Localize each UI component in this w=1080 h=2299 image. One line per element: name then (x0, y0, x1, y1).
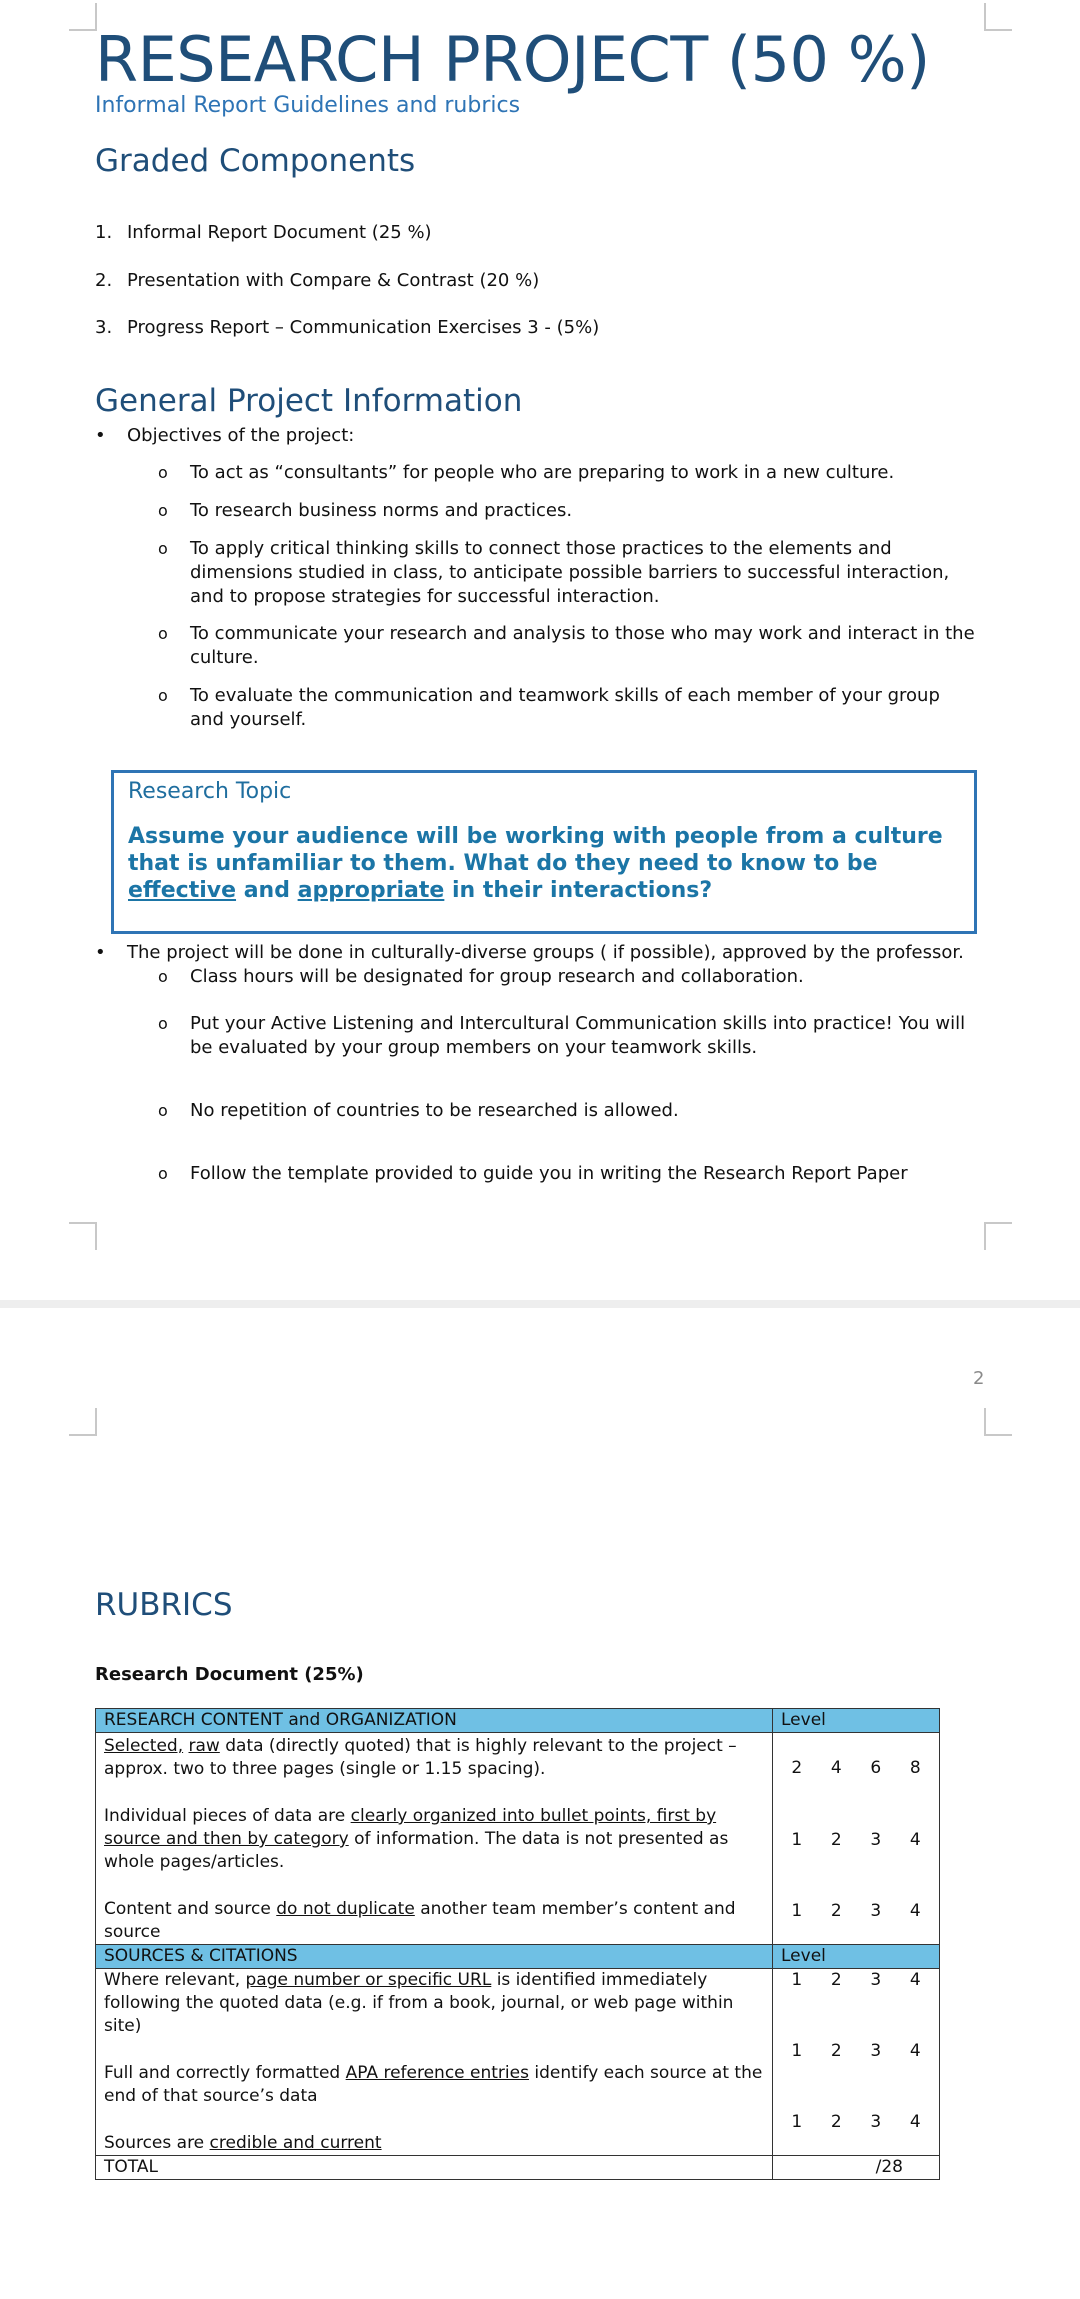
crop-mark (984, 1408, 1012, 1436)
objectives-bullet: • Objectives of the project: (95, 423, 354, 449)
level-scores: 1 2 3 4 (791, 2112, 921, 2132)
table-section-header: RESEARCH CONTENT and ORGANIZATION Level (96, 1709, 940, 1733)
level-scores: 1 2 3 4 (791, 1970, 921, 1990)
level-scores: 1 2 3 4 (791, 1830, 921, 1850)
objective-item: o To apply critical thinking skills to connect those practices to the elements and dimensions studied in class, to anticipate possible barriers to successful interaction, and to propose strategies for successful interaction. (158, 538, 950, 607)
rubrics-heading: RUBRICS (95, 1587, 233, 1623)
document-page-2 (0, 1308, 1080, 2299)
level-scores: 2 4 6 8 (791, 1758, 921, 1778)
bullet-icon: • (95, 942, 106, 963)
rubric-table (95, 1708, 940, 2180)
crop-mark (69, 3, 97, 31)
level-scores: 1 2 3 4 (791, 1901, 921, 1921)
page-break (0, 1300, 1080, 1308)
circle-bullet-icon: o (158, 624, 168, 643)
graded-components-heading: Graded Components (95, 143, 416, 179)
total-row (96, 2156, 940, 2180)
graded-item: 1. Informal Report Document (25 %) (95, 222, 432, 243)
objective-item: o To act as “consultants” for people who are preparing to work in a new culture. (158, 462, 895, 483)
table-row: Where relevant, page number or specific URL is identified immediately following the quoted data (e.g. if from a book, journal, or web page within site) Full and correctly formatted APA reference entries identify each source at the end of that source’s data Sources are credible and current 1 2 3 4 1 2 3 4 1 2 3 4 (96, 1969, 940, 2156)
crop-mark (984, 1222, 1012, 1250)
group-item: o Follow the template provided to guide you in writing the Research Report Paper (158, 1163, 908, 1184)
crop-mark (69, 1408, 97, 1436)
crop-mark (984, 3, 1012, 31)
objective-item: o To evaluate the communication and teamwork skills of each member of your group and yourself. (158, 685, 940, 730)
total-label: TOTAL (96, 2156, 773, 2180)
circle-bullet-icon: o (158, 967, 168, 986)
circle-bullet-icon: o (158, 686, 168, 705)
graded-item: 2. Presentation with Compare & Contrast (20 %) (95, 270, 540, 291)
bullet-icon: • (95, 425, 106, 446)
research-topic-title: Research Topic (128, 779, 292, 804)
objective-item: o To research business norms and practices. (158, 500, 573, 521)
crop-mark (69, 1222, 97, 1250)
table-row: Selected, raw data (directly quoted) that is highly relevant to the project – approx. two to three pages (single or 1.15 spacing). Individual pieces of data are clearly organized into bullet points, first by source and then by category of information. The data is not presented as whole pages/articles. Content and source do not duplicate another team member’s content and source 2 4 6 8 1 2 3 4 1 2 3 4 (96, 1733, 940, 1945)
circle-bullet-icon: o (158, 463, 168, 482)
group-item: o Put your Active Listening and Intercultural Communication skills into practice! You will be evaluated by your group members on your teamwork skills. (158, 1013, 966, 1058)
group-item: o No repetition of countries to be researched is allowed. (158, 1100, 679, 1121)
objective-item: o To communicate your research and analysis to those who may work and interact in the culture. (158, 623, 975, 668)
circle-bullet-icon: o (158, 1014, 168, 1033)
group-item: o Class hours will be designated for group research and collaboration. (158, 966, 804, 987)
table-section-header: SOURCES & CITATIONS Level (96, 1945, 940, 1969)
research-topic-box (111, 770, 977, 934)
circle-bullet-icon: o (158, 539, 168, 558)
circle-bullet-icon: o (158, 1101, 168, 1120)
document-title: RESEARCH PROJECT (50 %) (95, 23, 930, 96)
objectives-label: Objectives of the project (127, 425, 349, 446)
circle-bullet-icon: o (158, 501, 168, 520)
level-scores: 1 2 3 4 (791, 2041, 921, 2061)
document-subtitle: Informal Report Guidelines and rubrics (95, 93, 521, 118)
total-value: /28 (773, 2156, 940, 2180)
research-document-title: Research Document (25%) (95, 1664, 364, 1685)
groups-bullet: • The project will be done in culturally-diverse groups ( if possible), approved by the professor. (95, 940, 964, 966)
graded-item: 3. Progress Report – Communication Exercises 3 - (5%) (95, 317, 600, 338)
research-topic-question: Assume your audience will be working with people from a culture that is unfamiliar to them. What do they need to know to be effective and appropriate in their interactions? (128, 824, 943, 903)
general-info-heading: General Project Information (95, 383, 523, 419)
page-number: 2 (973, 1368, 985, 1389)
circle-bullet-icon: o (158, 1164, 168, 1183)
